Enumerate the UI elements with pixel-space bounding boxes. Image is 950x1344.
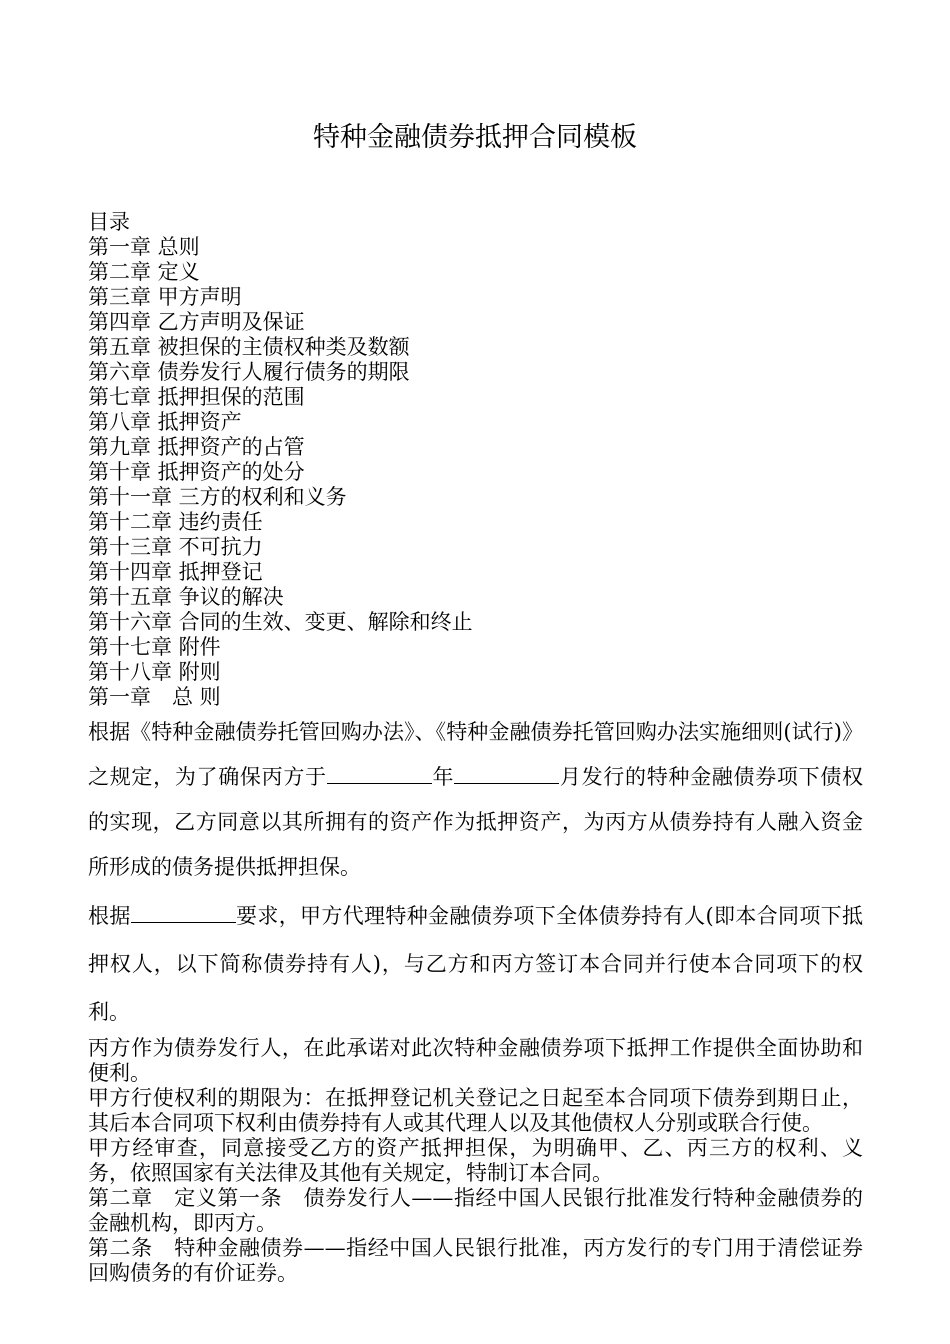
toc-item: 第八章 抵押资产 [88, 410, 242, 434]
toc-item: 第二章 定义 [88, 260, 200, 284]
toc-item: 第十一章 三方的权利和义务 [88, 485, 347, 509]
toc-item: 第四章 乙方声明及保证 [88, 310, 305, 334]
paragraph-issuer-commitment: 丙方作为债券发行人，在此承诺对此次特种金融债券项下抵押工作提供全面协助和便利。 [88, 1036, 863, 1085]
toc-item: 第十五章 争议的解决 [88, 585, 284, 609]
document-body [88, 710, 863, 1286]
blank-requirement-field[interactable] [131, 904, 236, 923]
paragraph-article2: 第二条 特种金融债券——指经中国人民银行批准，丙方发行的专门用于清偿证券回购债务的有价证券。 [88, 1236, 863, 1285]
toc-heading: 目录 [88, 210, 130, 234]
toc-item: 第十七章 附件 [88, 635, 221, 659]
table-of-contents [88, 210, 868, 710]
document-title: 特种金融债券抵押合同模板 [313, 122, 637, 153]
toc-item: 第十三章 不可抗力 [88, 535, 263, 559]
toc-item: 第七章 抵押担保的范围 [88, 385, 305, 409]
toc-item: 第十六章 合同的生效、变更、解除和终止 [88, 610, 473, 634]
paragraph-agency: 根据 要求，甲方代理特种金融债券项下全体债券持有人(即本合同项下抵押权人，以下简称债券持有人)，与乙方和丙方签订本合同并行使本合同项下的权利。 [88, 904, 863, 1024]
paragraph-rights-period: 甲方行使权利的期限为：在抵押登记机关登记之日起至本合同项下债券到期日止，其后本合同项下权利由债券持有人或其代理人以及其他债权人分别或联合行使。 [88, 1086, 863, 1135]
toc-item: 第十四章 抵押登记 [88, 560, 263, 584]
toc-item: 第五章 被担保的主债权种类及数额 [88, 335, 410, 359]
blank-year-field[interactable] [327, 765, 432, 784]
blank-month-field[interactable] [454, 765, 559, 784]
toc-item: 第六章 债券发行人履行债务的期限 [88, 360, 410, 384]
toc-item: 第三章 甲方声明 [88, 285, 242, 309]
toc-item: 第十二章 违约责任 [88, 510, 263, 534]
paragraph-basis: 根据《特种金融债券托管回购办法》、《特种金融债券托管回购办法实施细则(试行)》之规定，为了确保丙方于 年 月发行的特种金融债券项下债权的实现，乙方同意以其所拥有的资产作为抵押资产，为丙方从债券持有人融入资金所形成的债务提供抵押担保。 [88, 720, 864, 879]
paragraph-acceptance: 甲方经审查，同意接受乙方的资产抵押担保，为明确甲、乙、丙三方的权利、义务，依照国家有关法律及其他有关规定，特制订本合同。 [88, 1136, 863, 1185]
toc-item: 第九章 抵押资产的占管 [88, 435, 305, 459]
toc-item: 第一章 总则 [88, 235, 200, 259]
toc-item: 第十章 抵押资产的处分 [88, 460, 305, 484]
paragraph-chapter2-article1: 第二章 定义第一条 债券发行人——指经中国人民银行批准发行特种金融债券的金融机构，即丙方。 [88, 1186, 863, 1235]
toc-item: 第十八章 附则 [88, 660, 221, 684]
chapter-heading: 第一章 总 则 [88, 685, 221, 709]
